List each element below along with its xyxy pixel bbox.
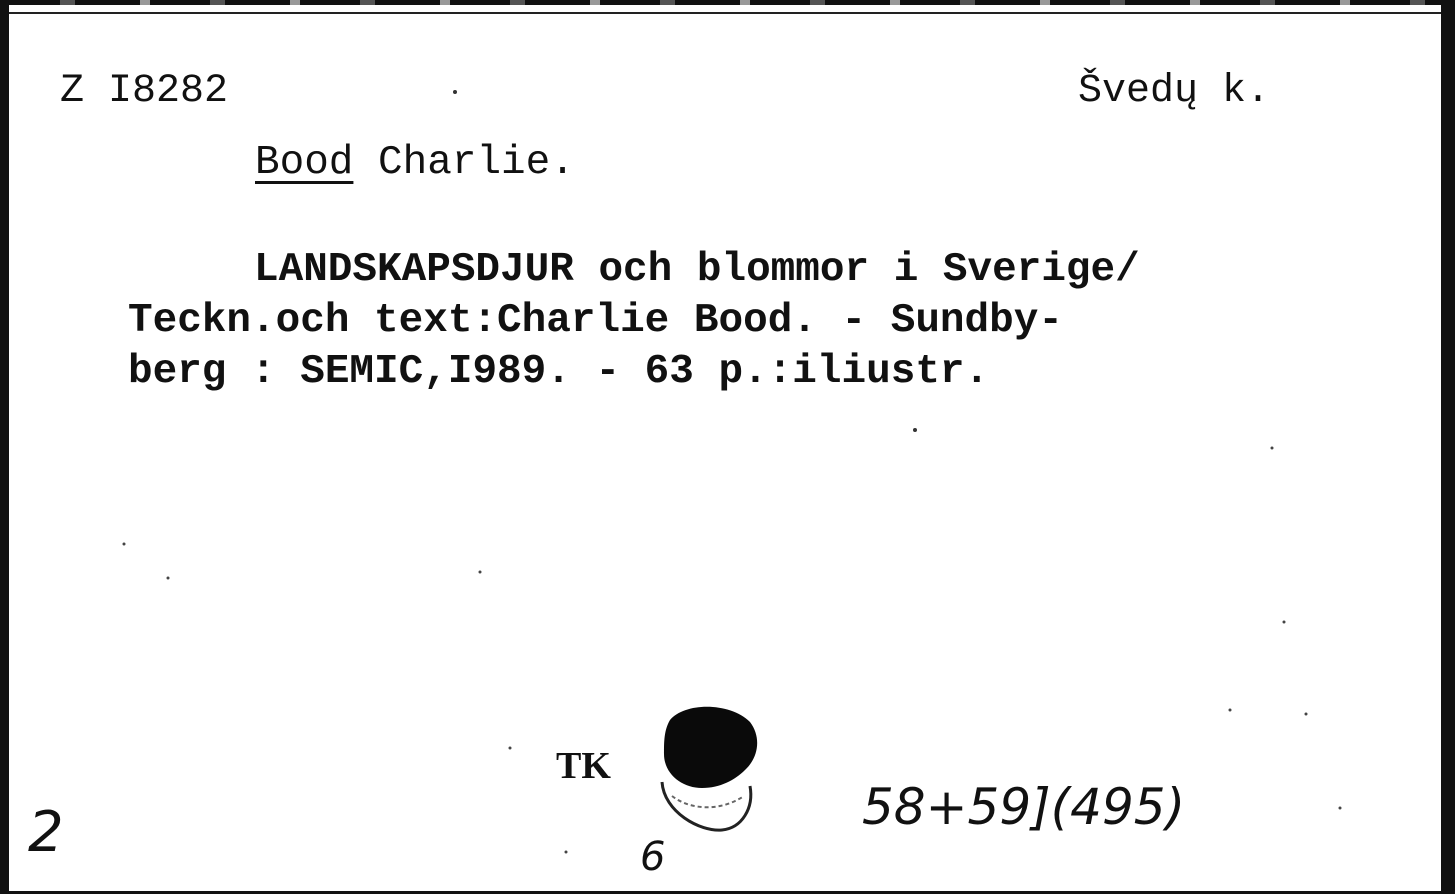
handwritten-mark: 6 — [640, 834, 666, 880]
stamp-label: TK — [556, 745, 611, 787]
handwritten-mark: 2 — [28, 800, 64, 865]
description-line: LANDSKAPSDJUR och blommor i Sverige/ — [254, 247, 1140, 293]
author-given-name: Charlie. — [353, 140, 575, 186]
author-surname: Bood — [255, 140, 354, 186]
description-line: berg : SEMIC,I989. - 63 p.:iliustr. — [128, 349, 990, 395]
location-label: Švedų k. — [1078, 69, 1271, 114]
description-line: Teckn.och text:Charlie Bood. - Sundby- — [128, 298, 1063, 344]
call-number: Z I8282 — [60, 69, 229, 114]
handwritten-shelf-note: 58+59](495) — [862, 778, 1186, 836]
